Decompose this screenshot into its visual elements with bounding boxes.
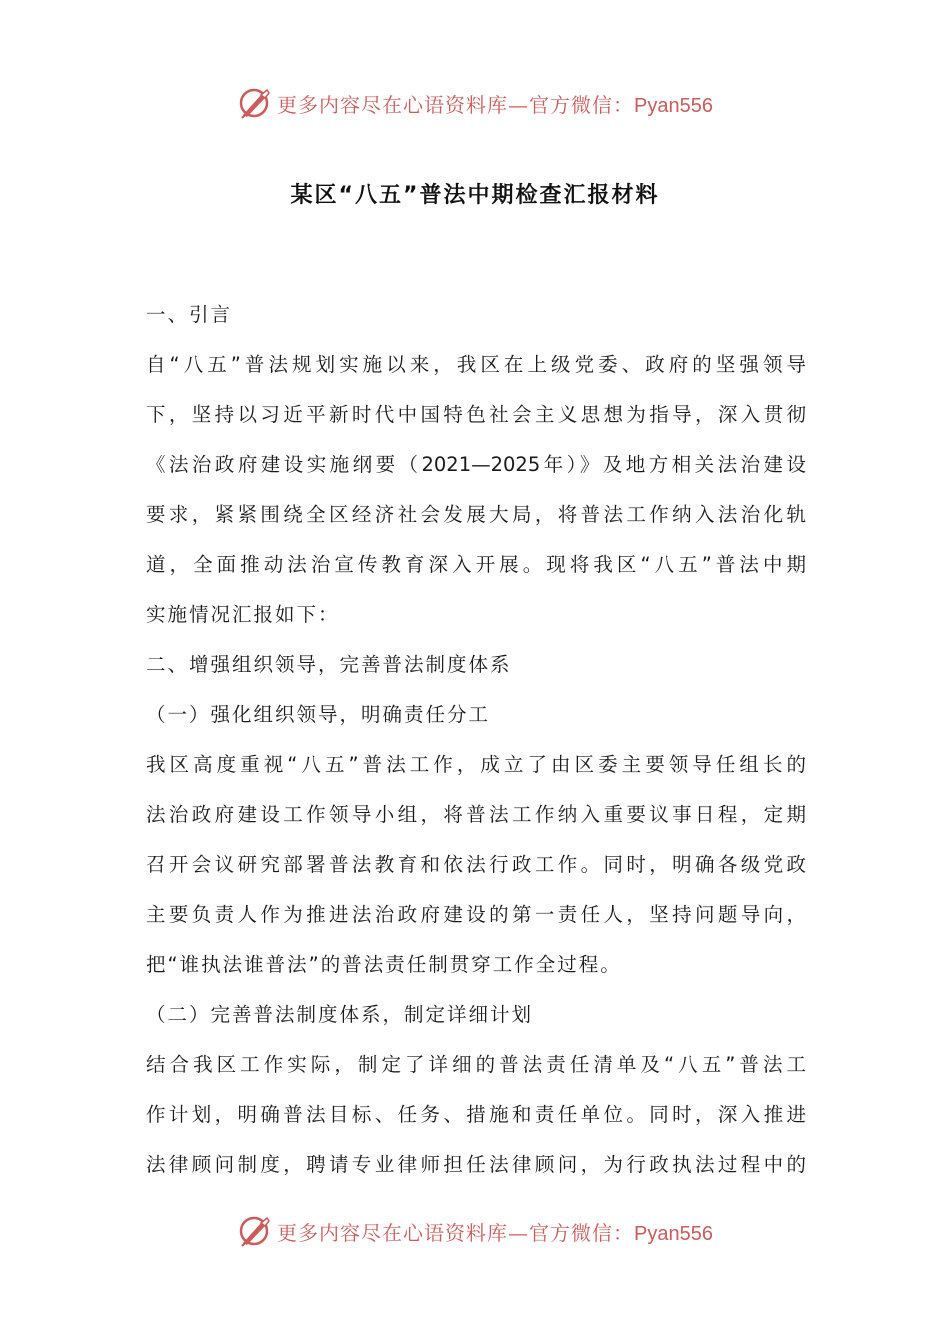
paragraph-line: 自“八五”普法规划实施以来，我区在上级党委、政府的坚强领导: [146, 353, 806, 376]
document-title: 某区“八五”普法中期检查汇报材料: [290, 183, 660, 208]
document-body: [146, 290, 806, 1190]
heading-subsection-2: （二）完善普法制度体系，制定详细计划: [146, 1003, 534, 1026]
pen-logo-icon: [237, 85, 273, 121]
heading-intro: 一、引言: [146, 303, 233, 326]
paragraph-line: 法治政府建设工作领导小组，将普法工作纳入重要议事日程，定期: [146, 803, 806, 826]
paragraph-line: 主要负责人作为推进法治政府建设的第一责任人，坚持问题导向，: [146, 903, 806, 926]
watermark-footer: [0, 1211, 950, 1251]
paragraph-line: 作计划，明确普法目标、任务、措施和责任单位。同时，深入推进: [146, 1103, 806, 1126]
pen-logo-icon: [237, 1213, 273, 1249]
watermark-text: 更多内容尽在心语资料库—官方微信：Pyan556: [277, 92, 713, 117]
paragraph-line: 法律顾问制度，聘请专业律师担任法律顾问，为行政执法过程中的: [146, 1153, 806, 1176]
paragraph-line: 要求，紧紧围绕全区经济社会发展大局，将普法工作纳入法治化轨: [146, 503, 806, 526]
paragraph-line: 我区高度重视“八五”普法工作，成立了由区委主要领导任组长的: [146, 753, 806, 776]
watermark-text: 更多内容尽在心语资料库—官方微信：Pyan556: [277, 1220, 713, 1245]
watermark-header: [0, 83, 950, 123]
paragraph-line: 《法治政府建设实施纲要（2021—2025年）》及地方相关法治建设: [146, 453, 806, 476]
paragraph-line: 结合我区工作实际，制定了详细的普法责任清单及“八五”普法工: [146, 1053, 806, 1076]
paragraph-line: 实施情况汇报如下：: [146, 603, 340, 626]
paragraph-line: 召开会议研究部署普法教育和依法行政工作。同时，明确各级党政: [146, 853, 806, 876]
paragraph-line: 道，全面推动法治宣传教育深入开展。现将我区“八五”普法中期: [146, 553, 806, 576]
paragraph-line: 把“谁执法谁普法”的普法责任制贯穿工作全过程。: [146, 953, 622, 976]
heading-section-2: 二、增强组织领导，完善普法制度体系: [146, 653, 512, 676]
paragraph-line: 下，坚持以习近平新时代中国特色社会主义思想为指导，深入贯彻: [146, 403, 806, 426]
heading-subsection-1: （一）强化组织领导，明确责任分工: [146, 703, 491, 726]
